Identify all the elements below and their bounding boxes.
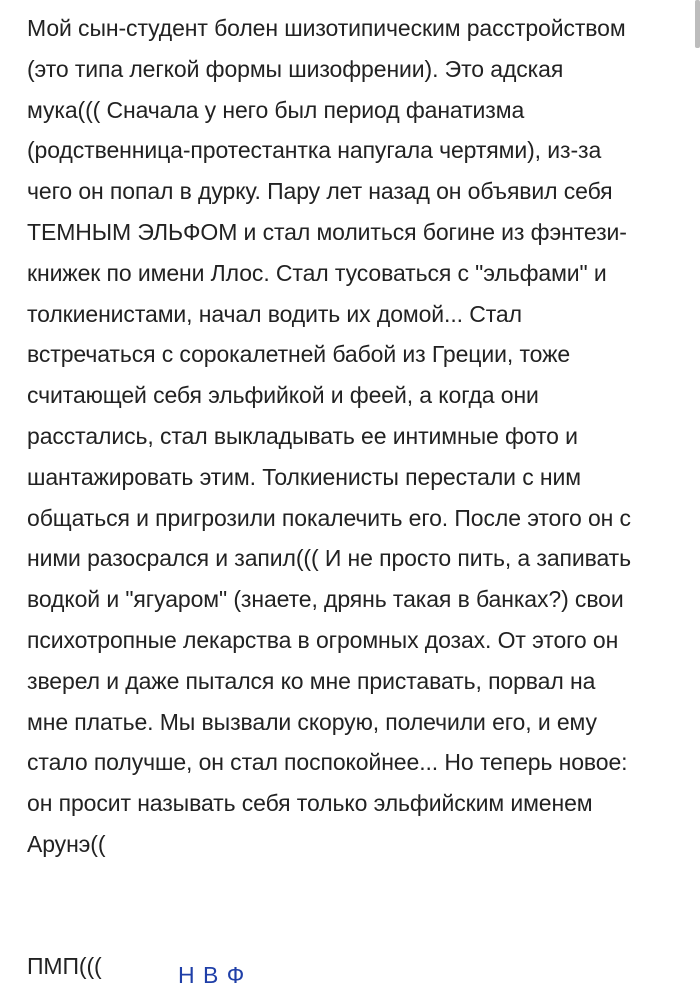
post-line: толкиенистами, начал водить их домой... Стал (27, 300, 522, 327)
post-line: общаться и пригрозили покалечить его. После этого он с (27, 504, 631, 531)
post-line: он просит называть себя только эльфийским именем (27, 790, 593, 817)
scrollbar[interactable] (695, 0, 700, 48)
post-line: книжек по имени Ллос. Стал тусоваться с "эльфами" и (27, 259, 607, 286)
cutoff-link[interactable]: Н В Ф (178, 962, 246, 988)
paragraph-gap (27, 865, 673, 947)
post-line: ТЕМНЫМ ЭЛЬФОМ и стал молиться богине из фэнтези- (27, 218, 627, 245)
post-line: встречаться с сорокалетней бабой из Греции, тоже (27, 341, 571, 368)
post-signature: ПМП((( (27, 953, 102, 980)
post-line: считающей себя эльфийкой и феей, а когда они (27, 382, 539, 409)
post-line: мне платье. Мы вызвали скорую, полечили его, и ему (27, 708, 597, 735)
post-line: водкой и "ягуаром" (знаете, дрянь такая в банках?) свои (27, 586, 624, 613)
post-line: (родственница-протестантка напугала чертями), из-за (27, 137, 602, 164)
post-line: зверел и даже пытался ко мне приставать, порвал на (27, 667, 596, 694)
post-line: ними разосрался и запил((( И не просто пить, а запивать (27, 545, 632, 572)
post-line: Мой сын-студент болен шизотипическим расстройством (27, 15, 626, 41)
post-line: психотропные лекарства в огромных дозах. От этого он (27, 626, 619, 653)
post-line: стало получше, он стал поспокойнее... Но теперь новое: (27, 749, 628, 776)
post-line: шантажировать этим. Толкиенисты перестали с ним (27, 463, 581, 490)
post-line: чего он попал в дурку. Пару лет назад он объявил себя (27, 178, 613, 205)
post-line: (это типа легкой формы шизофрении). Это адская (27, 55, 564, 82)
post-line: Арунэ(( (27, 830, 106, 857)
post-body (27, 8, 673, 987)
post-line: мука((( Сначала у него был период фанатизма (27, 96, 525, 123)
post-line: расстались, стал выкладывать ее интимные фото и (27, 422, 578, 449)
